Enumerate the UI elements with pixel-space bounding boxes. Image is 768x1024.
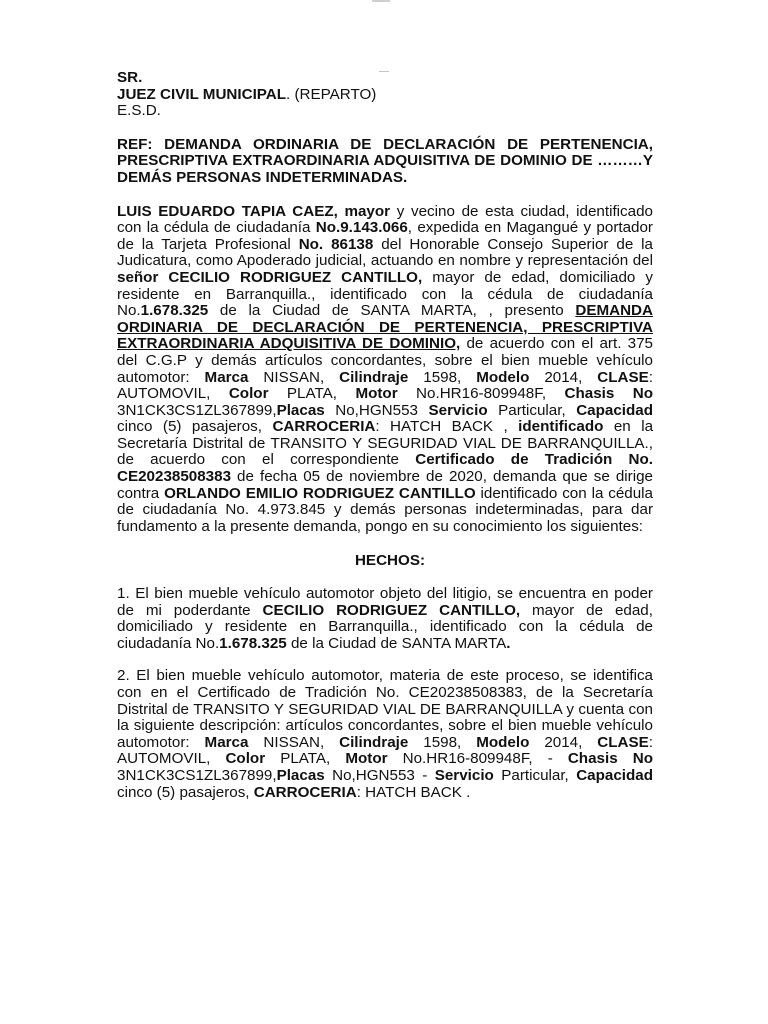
intro-paragraph: LUIS EDUARDO TAPIA CAEZ, mayor y vecino de esta ciudad, identificado con la cédula de ciudadanía No.9.143.066, expedida en Magangué y portador de la Tarjeta Profesional No. 86138 del Honorable Consejo Superior de la Judicatura, como Apoderado judicial, actuando en nombre y representación del señor CECILIO RODRIGUEZ CANTILLO, mayor de edad, domiciliado y residente en Barranquilla., identificado con la cédula de ciudadanía No.1.678.325 de la Ciudad de SANTA MARTA, , presento DEMANDA ORDINARIA DE DECLARACIÓN DE PERTENENCIA, PRESCRIPTIVA EXTRAORDINARIA ADQUISITIVA DE DOMINIO, de acuerdo con el art. 375 del C.G.P y demás artículos concordantes, sobre el bien mueble vehículo automotor: Marca NISSAN, Cilindraje 1598, Modelo 2014, CLASE: AUTOMOVIL, Color PLATA, Motor No.HR16-809948F, Chasis No 3N1CK3CS1ZL367899,Placas No,HGN553 Servicio Particular, Capacidad cinco (5) pasajeros, CARROCERIA: HATCH BACK , identificado en la Secretaría Distrital de TRANSITO Y SEGURIDAD VIAL DE BARRANQUILLA., de acuerdo con el correspondiente Certificado de Tradición No. CE20238508383 de fecha 05 de noviembre de 2020, demanda que se dirige contra ORLANDO EMILIO RODRIGUEZ CANTILLO identificado con la cédula de ciudadanía No. 4.973.845 y demás personas indeterminadas, para dar fundamento a la presente demanda, pongo en su conocimiento los siguientes: (117, 202, 654, 535)
page-edge-mark (372, 0, 390, 2)
hecho-2: 2. El bien mueble vehículo automotor, materia de este proceso, se identifica con en el Certificado de Tradición No. CE20238508383, de la Secretaría Distrital de TRANSITO Y SEGURIDAD VIAL DE BARRANQUILLA y cuenta con la siguiente descripción: artículos concordantes, sobre el bien mueble vehículo automotor: Marca NISSAN, Cilindraje 1598, Modelo 2014, CLASE: AUTOMOVIL, Color PLATA, Motor No.HR16-809948F, - Chasis No 3N1CK3CS1ZL367899,Placas No,HGN553 - Servicio Particular, Capacidad cinco (5) pasajeros, CARROCERIA: HATCH BACK . (117, 667, 653, 801)
hecho-1: 1. El bien mueble vehículo automotor objeto del litigio, se encuentra en poder de mi poderdante CECILIO RODRIGUEZ CANTILLO, mayor de edad, domiciliado y residente en Barranquilla., identificado con la cédula de ciudadanía No.1.678.325 de la Ciudad de SANTA MARTA. (117, 585, 653, 652)
addressee-esd: E.S.D. (117, 102, 161, 120)
hechos-heading: HECHOS: (354, 552, 426, 570)
addressee-block (117, 70, 653, 120)
addressee-juez: JUEZ CIVIL MUNICIPAL. (REPARTO) (117, 85, 377, 103)
document-page (117, 70, 653, 801)
demand-title: DEMANDA ORDINARIA DE DECLARACIÓN DE PERTENENCIA, PRESCRIPTIVA EXTRAORDINARIA ADQUISITIVA DE DOMINIO, (117, 302, 653, 353)
addressee-sr: SR. (117, 69, 143, 86)
reference-line: REF: DEMANDA ORDINARIA DE DECLARACIÓN DE PERTENENCIA, PRESCRIPTIVA EXTRAORDINARIA ADQUISITIVA DE DOMINIO DE ………Y DEMÁS PERSONAS INDETERMINADAS. (117, 135, 653, 186)
